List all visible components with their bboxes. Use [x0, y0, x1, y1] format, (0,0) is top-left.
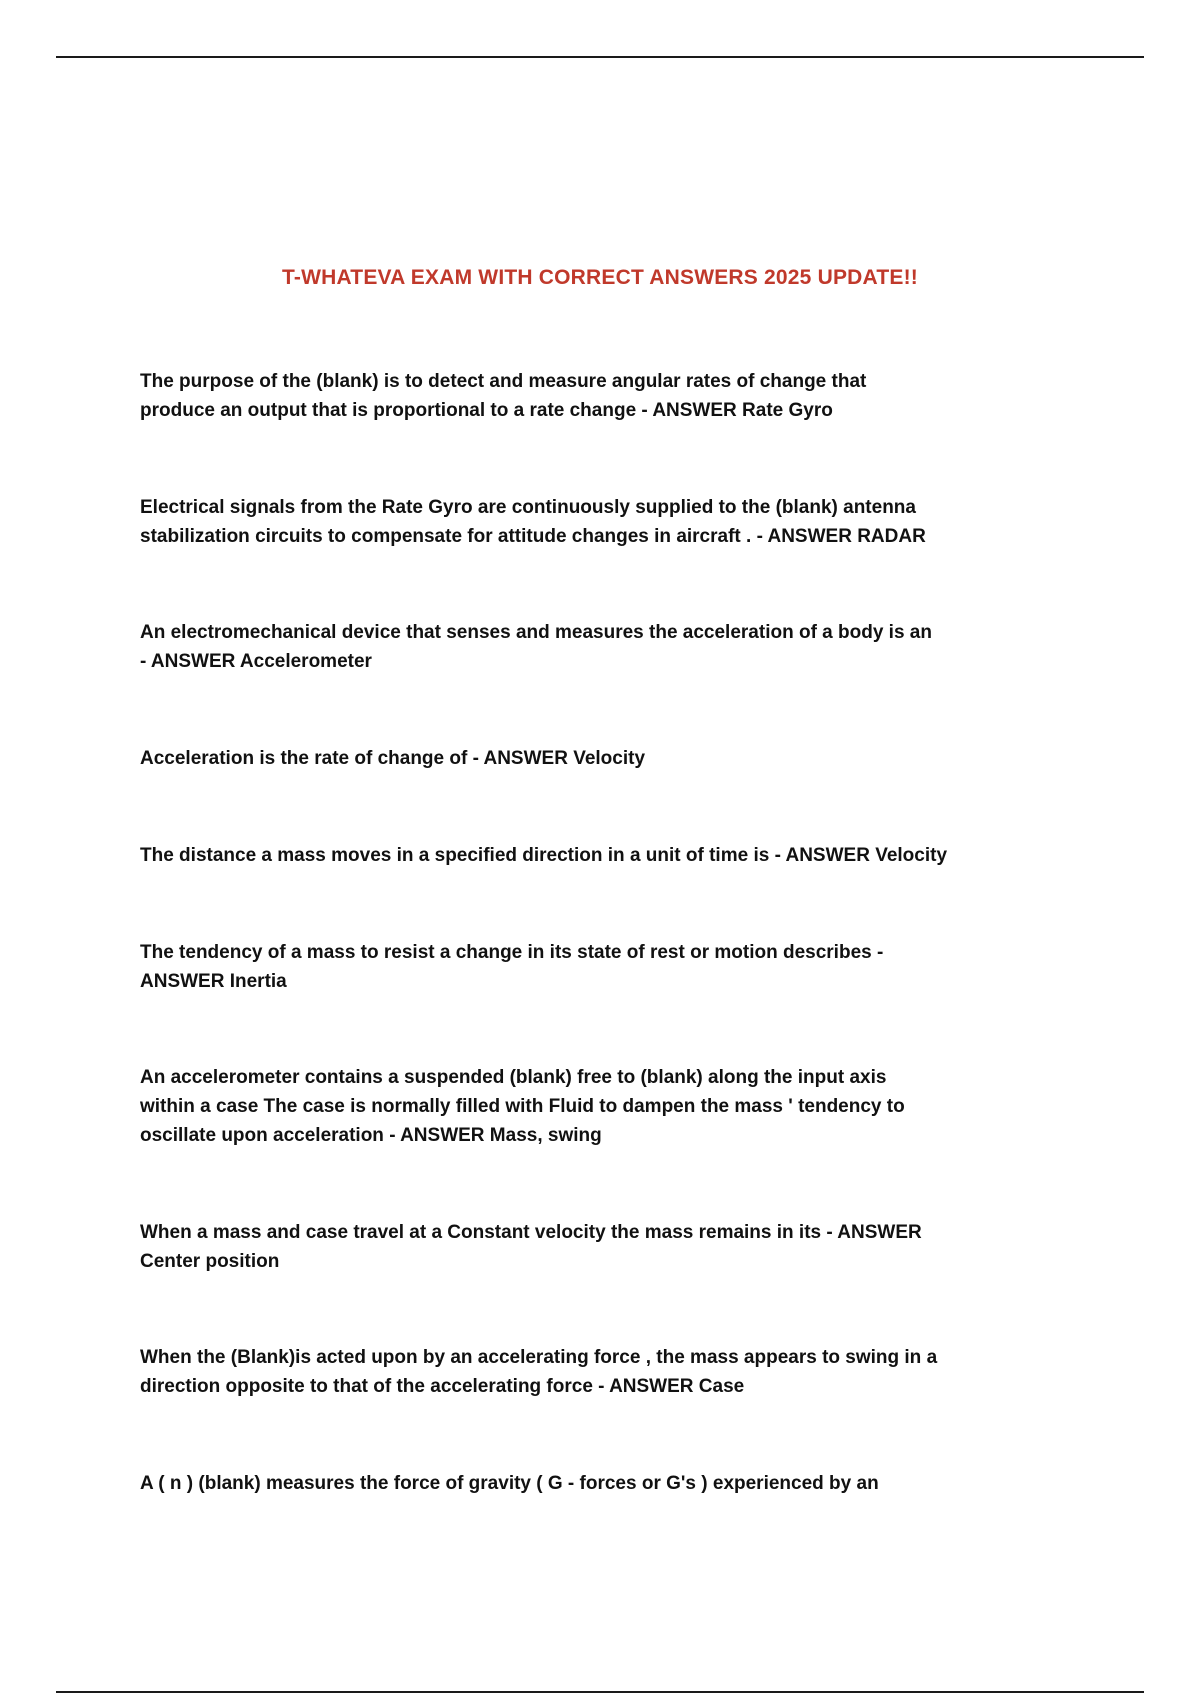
question-5-line-1: The distance a mass moves in a specified direction in a unit of time is - ANSWER Velocity	[140, 845, 948, 866]
question-3	[140, 618, 1080, 676]
question-10	[140, 1469, 1080, 1498]
top-rule	[56, 56, 1144, 58]
question-7	[140, 1063, 1080, 1150]
question-8	[140, 1218, 1080, 1276]
question-9-line-1: When the (Blank)is acted upon by an accelerating force , the mass appears to swing in a	[140, 1347, 938, 1368]
question-7-line-1: An accelerometer contains a suspended (blank) free to (blank) along the input axis	[140, 1067, 887, 1088]
question-1	[140, 367, 1080, 425]
question-2-line-1: Electrical signals from the Rate Gyro are continuously supplied to the (blank) antenna	[140, 497, 916, 518]
document-title: T-WHATEVA EXAM WITH CORRECT ANSWERS 2025 UPDATE!!	[282, 266, 918, 289]
question-9-line-2: direction opposite to that of the accelerating force - ANSWER Case	[140, 1376, 745, 1397]
question-4	[140, 744, 1080, 773]
question-2-line-2: stabilization circuits to compensate for attitude changes in aircraft . - ANSWER RADAR	[140, 526, 926, 547]
question-6-line-2: ANSWER Inertia	[140, 971, 287, 992]
question-9	[140, 1343, 1080, 1401]
question-7-line-3: oscillate upon acceleration - ANSWER Mass, swing	[140, 1125, 602, 1146]
question-3-line-2: - ANSWER Accelerometer	[140, 651, 372, 672]
question-1-line-1: The purpose of the (blank) is to detect and measure angular rates of change that	[140, 371, 867, 392]
question-2	[140, 493, 1080, 551]
question-5	[140, 841, 1080, 870]
question-6-line-1: The tendency of a mass to resist a change in its state of rest or motion describes -	[140, 942, 884, 963]
question-8-line-1: When a mass and case travel at a Constant velocity the mass remains in its - ANSWER	[140, 1222, 922, 1243]
question-6	[140, 938, 1080, 996]
question-1-line-2: produce an output that is proportional to a rate change - ANSWER Rate Gyro	[140, 400, 833, 421]
question-7-line-2: within a case The case is normally filled with Fluid to dampen the mass ' tendency to	[140, 1096, 905, 1117]
bottom-rule	[56, 1691, 1144, 1693]
question-10-line-1: A ( n ) (blank) measures the force of gravity ( G - forces or G's ) experienced by an	[140, 1473, 879, 1494]
question-3-line-1: An electromechanical device that senses and measures the acceleration of a body is an	[140, 622, 932, 643]
question-4-line-1: Acceleration is the rate of change of - ANSWER Velocity	[140, 748, 646, 769]
question-8-line-2: Center position	[140, 1251, 280, 1272]
